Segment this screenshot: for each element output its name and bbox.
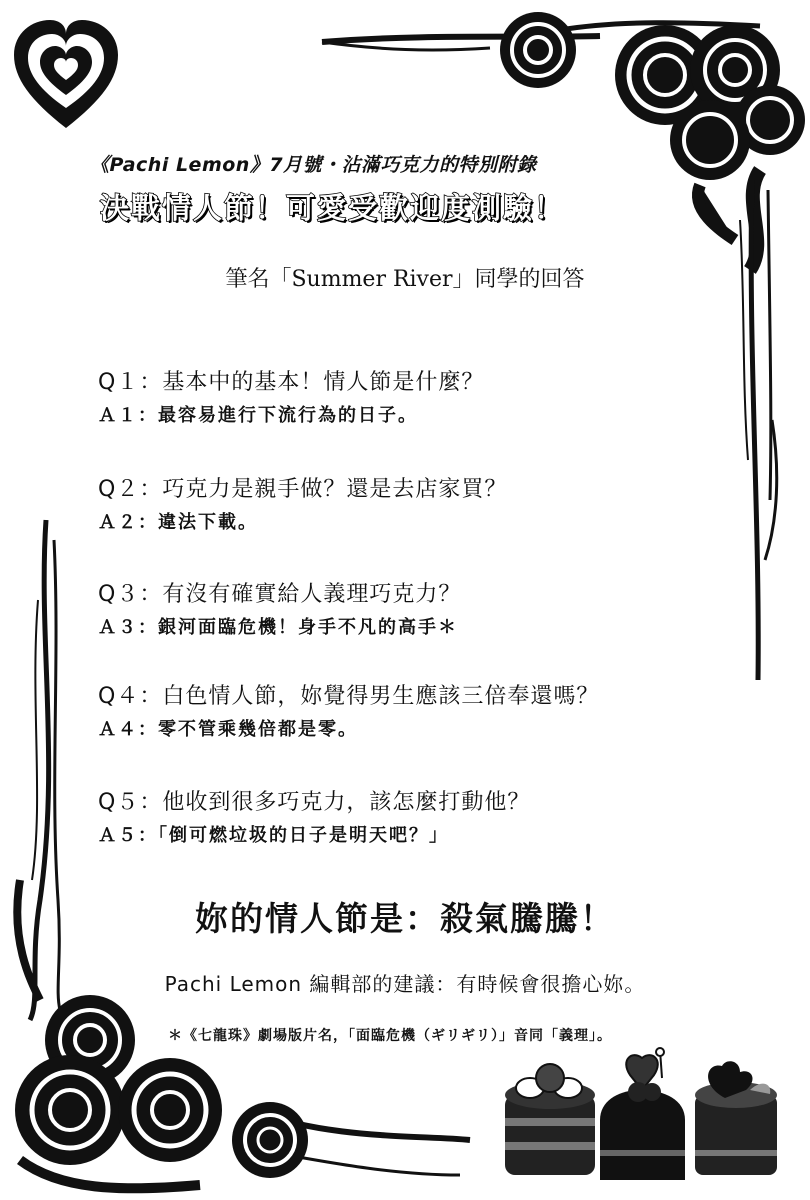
footnote: ＊《七龍珠》劇場版片名，「面臨危機（ギリギリ）」音同「義理」。 [168, 1028, 612, 1044]
chocolate-heart-icon [695, 1061, 777, 1175]
answer-text: Ａ５：「倒可燃垃圾的日子是明天吧？」 [98, 825, 449, 846]
question-text: Q３：有沒有確實給人義理巧克力？ [98, 582, 462, 607]
answer-text: Ａ３：銀河面臨危機！身手不凡的高手＊ [98, 617, 458, 638]
answer-text: Ａ４：零不管乘幾倍都是零。 [98, 719, 358, 740]
qa-item-3 [98, 578, 738, 644]
pen-name-line: 筆名「Summer River」同學的回答 [225, 267, 585, 292]
qa-item-5 [98, 786, 738, 852]
result-heading: 妳的情人節是：殺氣騰騰！ [195, 899, 615, 938]
vine-icon [740, 180, 777, 680]
qa-item-1 [98, 366, 738, 432]
rose-icon [15, 995, 470, 1188]
editor-advice: Pachi Lemon 編輯部的建議：有時候會很擔心妳。 [164, 972, 646, 996]
qa-item-4 [98, 680, 738, 746]
answer-text: Ａ２：違法下載。 [98, 512, 258, 533]
magazine-header: 《Pachi Lemon》7月號・沾滿巧克力的特別附錄 [90, 154, 537, 176]
rose-icon [322, 12, 805, 270]
heart-icon [14, 20, 118, 128]
vine-icon [17, 520, 60, 1020]
question-text: Q２：巧克力是親手做？還是去店家買？ [98, 477, 508, 502]
cake-icon [505, 1064, 595, 1175]
strawberry-icon [600, 1048, 685, 1180]
quiz-title: 決戰情人節！可愛受歡迎度測驗！ [100, 191, 566, 225]
answer-text: Ａ１：最容易進行下流行為的日子。 [98, 405, 418, 426]
question-text: Q４：白色情人節，妳覺得男生應該三倍奉還嗎？ [98, 684, 600, 709]
qa-item-2 [98, 473, 738, 539]
question-text: Q５：他收到很多巧克力，該怎麼打動他？ [98, 790, 531, 815]
question-text: Q１：基本中的基本！情人節是什麼？ [98, 370, 485, 395]
